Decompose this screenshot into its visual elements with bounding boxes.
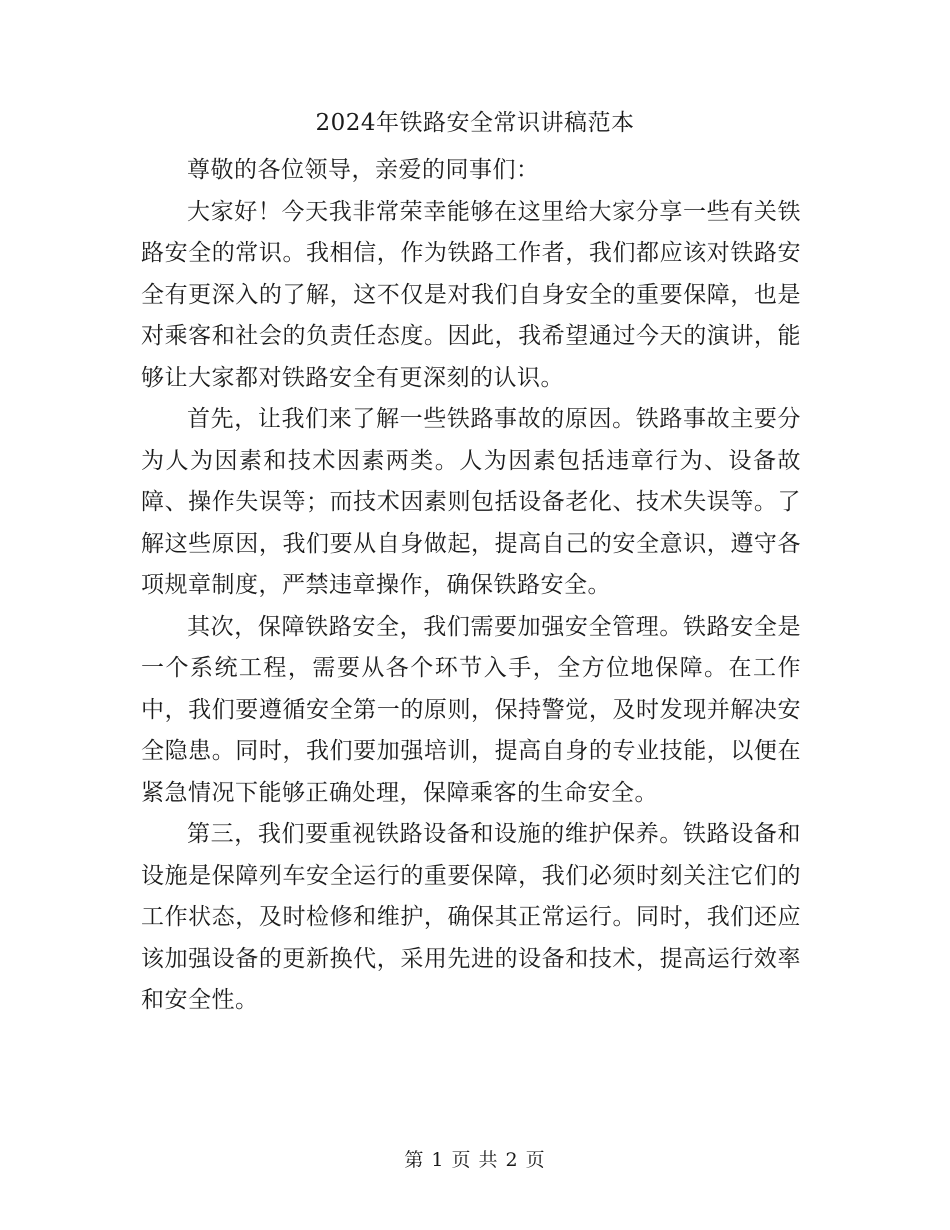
intro-paragraph: 大家好！今天我非常荣幸能够在这里给大家分享一些有关铁路安全的常识。我相信，作为铁路工作者，我们都应该对铁路安全有更深入的了解，这不仅是对我们自身安全的重要保障，也是对乘客和社会的负责任态度。因此，我希望通过今天的演讲，能够让大家都对铁路安全有更深刻的认识。 xyxy=(141,198,801,391)
document-body xyxy=(141,150,801,1022)
equipment-maintenance-paragraph: 第三，我们要重视铁路设备和设施的维护保养。铁路设备和设施是保障列车安全运行的重要保障，我们必须时刻关注它们的工作状态，及时检修和维护，确保其正常运行。同时，我们还应该加强设备的更新换代，采用先进的设备和技术，提高运行效率和安全性。 xyxy=(141,821,801,1013)
salutation-paragraph: 尊敬的各位领导，亲爱的同事们： xyxy=(187,157,540,183)
safety-management-paragraph: 其次，保障铁路安全，我们需要加强安全管理。铁路安全是一个系统工程，需要从各个环节入手，全方位地保障。在工作中，我们要遵循安全第一的原则，保持警觉，及时发现并解决安全隐患。同时，我们要加强培训，提高自身的专业技能，以便在紧急情况下能够正确处理，保障乘客的生命安全。 xyxy=(141,613,801,806)
document-title: 2024年铁路安全常识讲稿范本 xyxy=(315,110,635,136)
accident-causes-paragraph: 首先，让我们来了解一些铁路事故的原因。铁路事故主要分为人为因素和技术因素两类。人为因素包括违章行为、设备故障、操作失误等；而技术因素则包括设备老化、技术失误等。了解这些原因，我们要从自身做起，提高自己的安全意识，遵守各项规章制度，严禁违章操作，确保铁路安全。 xyxy=(141,406,801,598)
page-number-footer: 第 1 页 共 2 页 xyxy=(404,1149,546,1171)
